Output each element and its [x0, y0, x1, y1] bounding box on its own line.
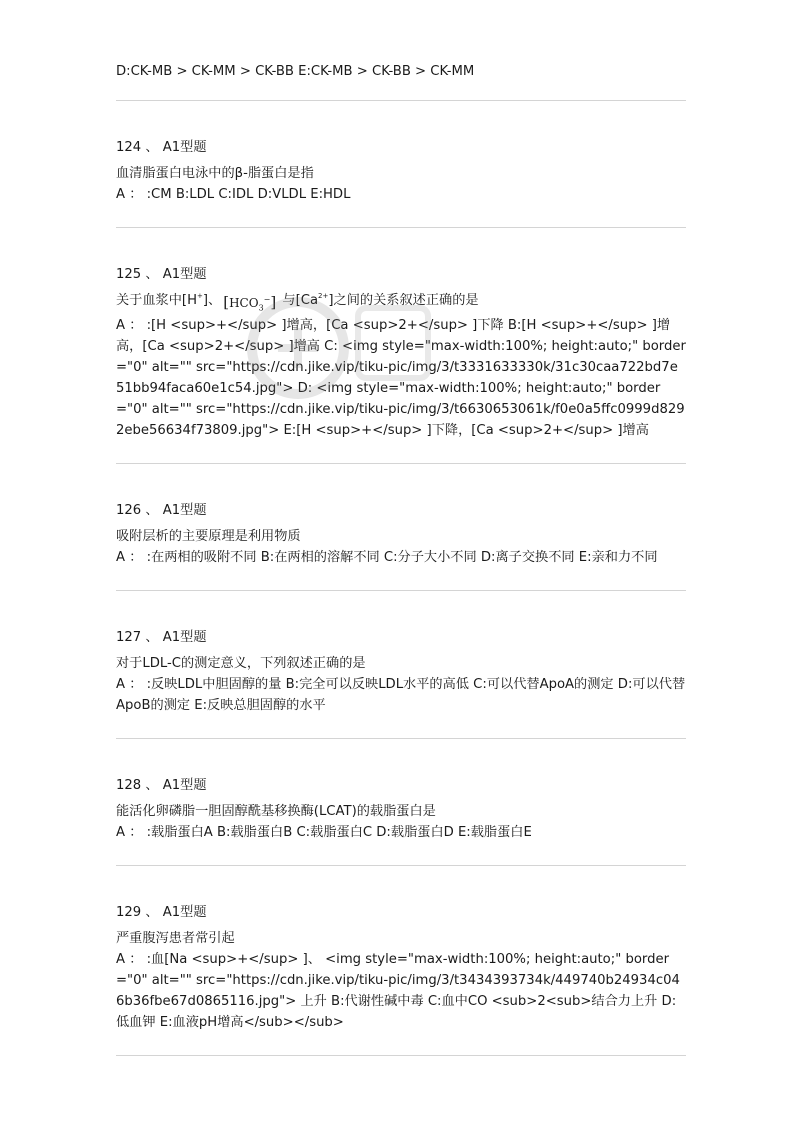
stem-and: 与[Ca	[278, 293, 319, 308]
question-options: A ： :CM B:LDL C:IDL D:VLDL E:HDL	[116, 187, 351, 202]
question-options: A ： :血[Na <sup>+</sup> ]、 <img style="max-width:100%; height:auto;" border="0" alt="" src="https://cdn.jike.vip/tiku-pic/img/3/t3434393734k/449740b24934c046b36fbe67d0865116.jpg"> 上升 B:代谢性碱中毒 C:血中CO <sub>2<sub>结合力上升 D:低血钾 E:血液pH增高</sub></sub>	[116, 952, 680, 1031]
question-number: 129 、 A1型题	[116, 905, 207, 921]
question-options: A ： :在两相的吸附不同 B:在两相的溶解不同 C:分子大小不同 D:离子交换不同 E:亲和力不同	[116, 550, 658, 566]
question-127	[116, 627, 686, 716]
question-129	[116, 902, 686, 1033]
question-number: 128 、 A1型题	[116, 778, 207, 794]
document-page	[116, 0, 686, 1056]
question-stem: 能活化卵磷脂一胆固醇酰基移换酶(LCAT)的载脂蛋白是	[116, 804, 436, 820]
question-options: A ： :[H <sup>+</sup> ]增高，[Ca <sup>2+</sup> ]下降 B:[H <sup>+</sup> ]增高，[Ca <sup>2+</sup> ]增高 C: <img style="max-width:100%; height:auto;" border="0" alt="" src="https://cdn.jike.vip/tiku-pic/img/3/t3331633330k/31c30caa722bd7e51bb94faca60e1c54.jpg"> D: <img style="max-width:100%; height:auto;" border="0" alt="" src="https://cdn.jike.vip/tiku-pic/img/3/t6630653061k/f0e0a5ffc0999d8292ebe56634f73809.jpg"> E:[H <sup>+</sup> ]下降，[Ca <sup>2+</sup> ]增高	[116, 318, 686, 439]
question-number: 126 、 A1型题	[116, 503, 207, 519]
question-stem	[116, 290, 686, 315]
question-number: 125 、 A1型题	[116, 267, 207, 282]
ca-charge: 2+	[318, 292, 329, 300]
question-number: 127 、 A1型题	[116, 630, 207, 646]
question-126	[116, 500, 686, 568]
question-124	[116, 137, 686, 205]
question-stem: 血清脂蛋白电泳中的β-脂蛋白是指	[116, 166, 314, 181]
question-number: 124 、 A1型题	[116, 140, 207, 155]
question-options: A ： :载脂蛋白A B:载脂蛋白B C:载脂蛋白C D:载脂蛋白D E:载脂蛋白E	[116, 825, 532, 841]
question-125	[116, 264, 686, 441]
question-128	[116, 775, 686, 843]
h-charge: +	[197, 292, 203, 300]
divider	[116, 1055, 686, 1056]
question-123-options-tail: D:CK-MB > CK-MM > CK-BB E:CK-MB > CK-BB > CK-MM	[116, 64, 475, 79]
stem-mid: ]、	[202, 293, 222, 308]
bicarbonate-formula-image: $[HCO_3^-]$	[223, 293, 277, 313]
question-options: A ： :反映LDL中胆固醇的量 B:完全可以反映LDL水平的高低 C:可以代替ApoA的测定 D:可以代替ApoB的测定 E:反映总胆固醇的水平	[116, 677, 686, 714]
question-stem: 严重腹泻患者常引起	[116, 931, 235, 947]
question-stem: 吸附层析的主要原理是利用物质	[116, 529, 301, 545]
question-stem: 对于LDL-C的测定意义，下列叙述正确的是	[116, 656, 366, 672]
stem-suffix: ]之间的关系叙述正确的是	[328, 293, 479, 308]
stem-prefix: 关于血浆中[H	[116, 293, 197, 308]
